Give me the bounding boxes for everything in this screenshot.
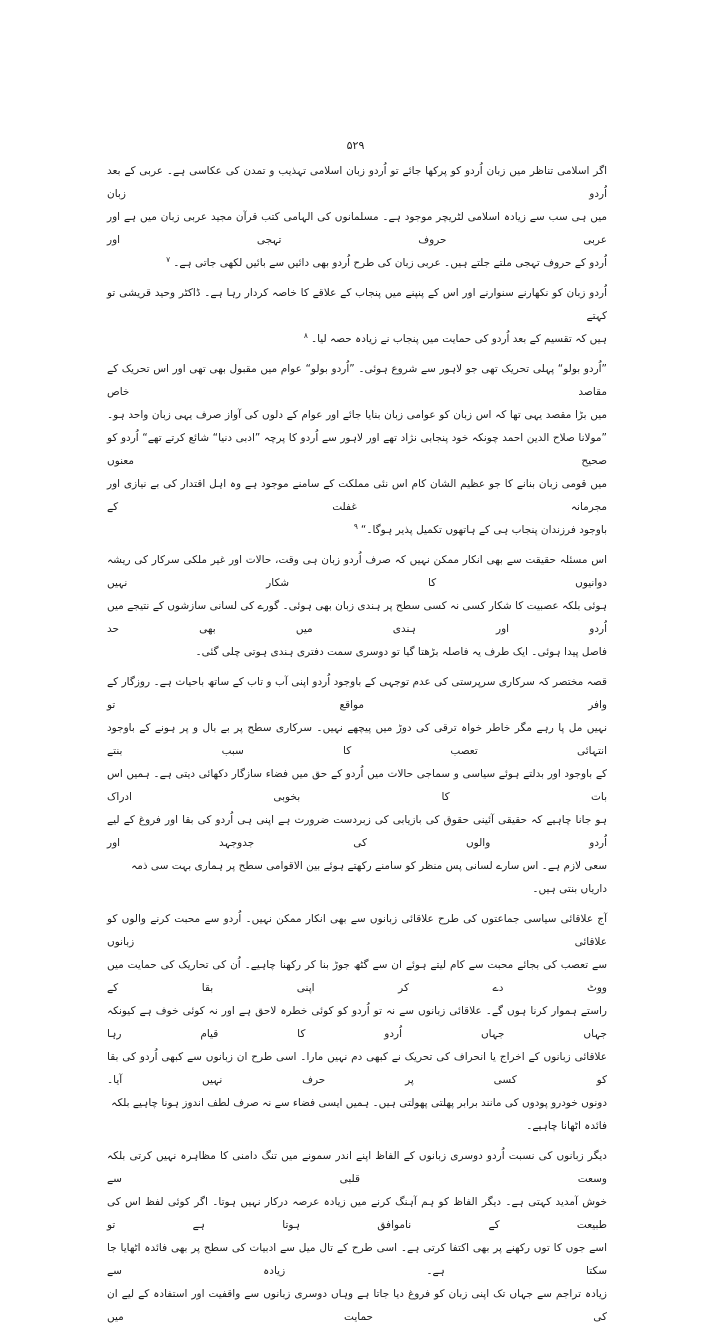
text-line: [107, 252, 607, 275]
text-line-content: باوجود فرزندان پنجاب ہی کے ہاتھوں تکمیل پذیر ہوگا۔“: [360, 524, 607, 536]
text-line: اس مسئلہ حقیقت سے بھی انکار ممکن نہیں کہ صرف اُردو زبان ہی وقت، حالات اور غیر ملکی سرکار کی ریشہ دوانیوں کا شکار نہیں: [107, 554, 607, 589]
text-line: اسے جوں کا توں رکھنے پر بھی اکتفا کرتی ہے۔ اسی طرح کے تال میل سے ادبیات کی سطح پر بھی فائدہ اٹھایا جا سکتا ہے۔ زیادہ سے: [107, 1242, 607, 1277]
text-line: میں بڑا مقصد یہی تھا کہ اس زبان کو عوامی زبان بنایا جائے اور عوام کے دلوں کی آواز صرف یہی زبان واحد ہو۔: [107, 409, 607, 421]
text-line: سے تعصب کی بجائے محبت سے کام لیتے ہوئے ان سے گٹھ جوڑ بنا کر رکھنا چاہیے۔ اُن کی تحاریک کی حمایت میں ووٹ دے کر اپنی بقا کے: [107, 959, 607, 994]
text-line-content: اُردو کے حروف تہجی ملتے جلتے ہیں۔ عربی زبان کی طرح اُردو بھی دائیں سے بائیں لکھی جاتی ہے۔: [173, 257, 607, 269]
paragraph: [107, 549, 607, 664]
text-line: علاقائی زبانوں کے اخراج یا انحراف کی تحریک نے کبھی دم نہیں مارا۔ اسی طرح ان زبانوں سے کبھی اُردو کی بقا کو کسی پر حرف نہیں آیا۔: [107, 1051, 607, 1086]
footnote-marker: ۸: [303, 330, 308, 340]
text-line: قصہ مختصر کہ سرکاری سرپرستی کی عدم توجہی کے باوجود اُردو اپنی آب و تاب کے ساتھ باحیات ہے۔ روزگار کے وافر مواقع تو: [107, 676, 607, 711]
text-line: کے باوجود اور بدلتے ہوئے سیاسی و سماجی حالات میں اُردو کے حق میں فضاء سازگار دکھائی دیتی ہے۔ ہمیں اس بات کا بخوبی ادراک: [107, 768, 607, 803]
text-line: آج علاقائی سیاسی جماعتوں کی طرح علاقائی زبانوں سے بھی انکار ممکن نہیں۔ اُردو سے محبت کرنے والوں کو علاقائی زبانوں: [107, 913, 607, 948]
text-line: ہوئی بلکہ عصبیت کا شکار کسی نہ کسی سطح پر ہندی زبان بھی ہوئی۔ گورے کی لسانی سازشوں کے نتیجے میں اُردو اور ہندی میں بھی حد: [107, 600, 607, 635]
text-line: ”مولانا صلاح الدین احمد چونکہ خود پنجابی نژاد تھے اور لاہور سے اُردو کا پرچہ ”ادبی دنیا“ شائع کرتے تھے“ اُردو کو صحیح معنوں: [107, 432, 607, 467]
body-text: [107, 160, 607, 1336]
footnote-marker: ۹: [353, 521, 358, 531]
text-line: دیگر زبانوں کی نسبت اُردو دوسری زبانوں کے الفاظ اپنے اندر سمونے میں تنگ دامنی کا مظاہرہ نہیں کرتی بلکہ وسعت قلبی سے: [107, 1150, 607, 1185]
text-line: میں ہی سب سے زیادہ اسلامی لٹریچر موجود ہے۔ مسلمانوں کی الہامی کتب قرآن مجید عربی زبان میں ہے اور عربی حروف تہجی اور: [107, 211, 607, 246]
text-line: میں قومی زبان بنانے کا جو عظیم الشان کام اس نئی مملکت کے سامنے موجود ہے وہ اہل اقتدار کی بے نیازی اور مجرمانہ غفلت کے: [107, 478, 607, 513]
text-line: زیادہ تراجم سے جہاں تک اپنی زبان کو فروغ دیا جاتا ہے وہاں دوسری زبانوں سے واقفیت اور استفادہ کے لیے ان کی حمایت میں: [107, 1288, 607, 1323]
text-line: ”اُردو بولو“ پہلی تحریک تھی جو لاہور سے شروع ہوئی۔ ”اُردو بولو“ عوام میں مقبول بھی تھی اور اس تحریک کے مقاصد خاص: [107, 363, 607, 398]
paragraph: [107, 282, 607, 351]
page-number: ۵۲۹: [346, 139, 365, 152]
text-line: اگر اسلامی تناظر میں زبان اُردو کو پرکھا جائے تو اُردو زبان اسلامی تہذیب و تمدن کی عکاسی ہے۔ عربی کے بعد اُردو زبان: [107, 165, 607, 200]
text-line: دونوں خودرو پودوں کی مانند برابر پھلتی پھولتی ہیں۔ ہمیں ایسی فضاء سے نہ صرف لطف اندوز ہونا چاہیے بلکہ فائدہ اٹھانا چاہیے۔: [111, 1097, 607, 1132]
text-line: راستے ہموار کرنا ہوں گے۔ علاقائی زبانوں سے نہ تو اُردو کو کوئی خطرہ لاحق ہے اور نہ کوئی خوف ہے کیونکہ جہاں جہاں اُردو کا قیام رہا: [107, 1005, 607, 1040]
text-line: خوش آمدید کہتی ہے۔ دیگر الفاظ کو ہم آہنگ کرنے میں زیادہ عرصہ درکار نہیں ہوتا۔ اگر کوئی لفظ اس کی طبیعت کے ناموافق ہوتا ہے تو: [107, 1196, 607, 1231]
paragraph: [107, 1145, 607, 1329]
text-line: نہیں مل پا رہے مگر خاطر خواہ ترقی کی دوڑ میں پیچھے نہیں۔ سرکاری سطح پر بے بال و پر ہونے کے باوجود انتہائی تعصب کا سبب بنتے: [107, 722, 607, 757]
text-line: سعی لازم ہے۔ اس سارے لسانی پس منظر کو سامنے رکھتے ہوئے بین الاقوامی سطح پر ہماری بہت سی ذمہ داریاں بنتی ہیں۔: [131, 860, 607, 895]
text-line: اُردو زبان کو نکھارنے سنوارنے اور اس کے پنپنے میں پنجاب کے علاقے کا خاصہ کردار رہا ہے۔ ڈاکٹر وحید قریشی تو کہتے: [107, 287, 607, 322]
text-line: ہو جانا چاہیے کہ حقیقی آئینی حقوق کی بازیابی کی زبردست ضرورت ہے اپنی ہی اُردو کی بقا اور فروغ کے لیے اُردو والوں کی جدوجہد اور: [107, 814, 607, 849]
footnote-marker: ۷: [166, 254, 171, 264]
text-line-content: ہیں کہ تقسیم کے بعد اُردو کی حمایت میں پنجاب نے زیادہ حصہ لیا۔: [310, 333, 607, 345]
quotation-paragraph: [107, 358, 607, 542]
paragraph: [107, 671, 607, 901]
paragraph: [107, 908, 607, 1138]
paragraph: [107, 160, 607, 275]
text-line: [107, 519, 607, 542]
text-line: فاصل پیدا ہوئی۔ ایک طرف یہ فاصلہ بڑھتا گیا تو دوسری سمت دفتری ہندی ہوتی چلی گئی۔: [195, 646, 607, 658]
text-line: [107, 328, 607, 351]
